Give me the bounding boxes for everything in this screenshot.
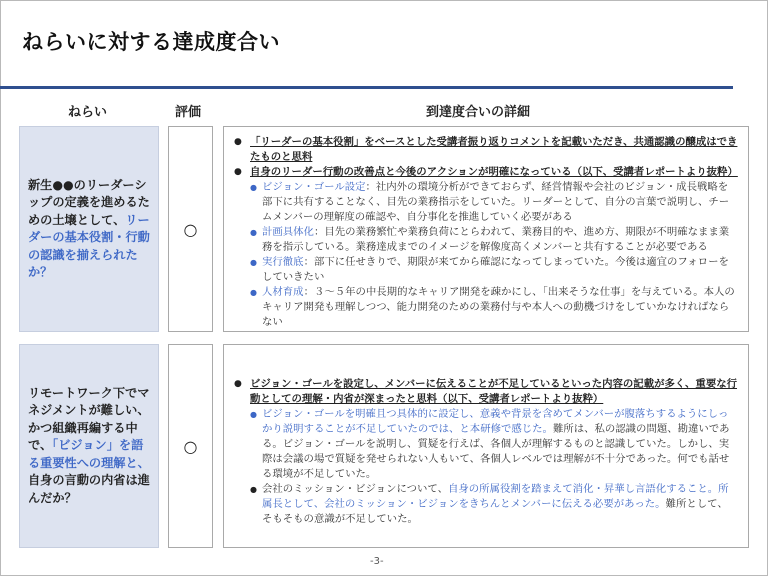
aim-cell-2 bbox=[19, 344, 159, 548]
aim-highlight-2: 「ビジョン」を語る重要性への理解と、 bbox=[28, 438, 150, 470]
detail-1-sub-2 bbox=[234, 225, 738, 255]
sub-label: 計画具体化 bbox=[262, 226, 314, 238]
aim-highlight-1: リーダーの基本役割・行動の認識を揃えられたか？ bbox=[28, 212, 150, 279]
eval-mark-1: ○ bbox=[183, 219, 198, 239]
detail-1-item-2-text: 自身のリーダー行動の改善点と今後のアクションが明確になっている（以下、受講者レポートより抜粋） bbox=[250, 166, 738, 178]
header-eval: 評価 bbox=[175, 105, 202, 120]
sub-body: ：部下に任せきりで、期限が来てから確認になってしまっていた。今後は適宜のフォローをしていきたい bbox=[262, 256, 729, 283]
aim-text-1 bbox=[28, 177, 150, 282]
detail-1-item-1-text: 「リーダーの基本役割」をベースとした受講者振り返りコメントを記載いただき、共通認識の醸成はできたものと思料 bbox=[250, 136, 738, 163]
detail-2-sub-1 bbox=[234, 407, 738, 482]
header-detail: 到達度合いの詳細 bbox=[426, 105, 531, 120]
detail-2-item-1-text: ビジョン・ゴールを設定し、メンバーに伝えることが不足しているといった内容の記載が多く、重要な行動としての理解・内省が深まったと思料（以下、受講者レポートより抜粋） bbox=[250, 378, 738, 405]
detail-cell-1 bbox=[223, 126, 749, 332]
eval-mark-2: ○ bbox=[183, 436, 198, 456]
sub-body: ：社内外の環境分析ができておらず、経営情報や会社のビジョン・成長戦略を部下に共有することなく、目先の業務指示をしていた。リーダーとして、自分の言葉で説明し、チームメンバーの理解度の確認や、自分事化を推進していく必要がある bbox=[262, 181, 730, 223]
sub-pre: 会社のミッション・ビジョンについて、 bbox=[262, 483, 448, 495]
aim-plain-2: リモートワーク下でマネジメントが難しい、かつ組織再編する中で、 bbox=[28, 385, 150, 453]
detail-cell-2 bbox=[223, 344, 749, 548]
sub-label: ビジョン・ゴール設定 bbox=[262, 181, 366, 193]
sub-blue: ビジョン・ゴールを明確且つ具体的に設定し、意義や背景を含めてメンバーが腹落ちするようにしっかり説明することが不足していたのでは、と本研修で感じた。 bbox=[262, 408, 729, 435]
detail-1-item-2 bbox=[234, 165, 738, 180]
aim-cell-1 bbox=[19, 126, 159, 332]
aim-tail-2: 自身の言動の内省は進んだか？ bbox=[28, 473, 150, 505]
sub-body: 難所として、そもそもの意識が不足していた。 bbox=[262, 498, 728, 525]
sub-body: ：目先の業務繁忙や業務負荷にとらわれて、業務目的や、進め方、期限が不明確なまま業務を指示している。業務達成までのイメージを解像度高くメンバーと共有することが必要である bbox=[262, 226, 730, 253]
page-title: ねらいに対する達成度合い bbox=[22, 30, 280, 54]
sub-body: 難所は、私の認識の問題、勘違いである。ビジョン・ゴールを説明し、質疑を行えば、各個人が理解するものと認識していた。しかし、実際は会議の場で質疑を発せられない人もいて、各個人レベルでは理解が不十分であった。何でも話せる環境が不足していた。 bbox=[262, 423, 730, 480]
detail-1-sub-3 bbox=[234, 255, 738, 285]
aim-plain-1: 新生●●のリーダーシップの定義を進めるための土壌として、 bbox=[28, 177, 150, 227]
aim-text-2 bbox=[28, 385, 150, 508]
sub-label: 人材育成 bbox=[262, 286, 304, 298]
detail-1-sub-4 bbox=[234, 285, 738, 330]
detail-2-item-1 bbox=[234, 377, 738, 407]
eval-cell-1 bbox=[168, 126, 213, 332]
sub-label: 実行徹底 bbox=[262, 256, 304, 268]
header-aim: ねらい bbox=[68, 105, 108, 120]
detail-1-item-1 bbox=[234, 135, 738, 165]
page-number: -3- bbox=[370, 556, 384, 567]
title-underline bbox=[0, 86, 733, 89]
sub-blue: 自身の所属役割を踏まえて消化・昇華し言語化すること。所属長として、会社のミッション・ビジョンをきちんとメンバーに伝える必要があった。 bbox=[262, 483, 729, 510]
sub-body: ：３～５年の中長期的なキャリア開発を疎かにし、「出来そうな仕事」を与えている。本人のキャリア開発も理解しつつ、能力開発のための業務付与や本人への動機づけをしていかなければならない bbox=[262, 286, 735, 328]
eval-cell-2 bbox=[168, 344, 213, 548]
detail-1-sub-1 bbox=[234, 180, 738, 225]
detail-2-sub-2 bbox=[234, 482, 738, 527]
